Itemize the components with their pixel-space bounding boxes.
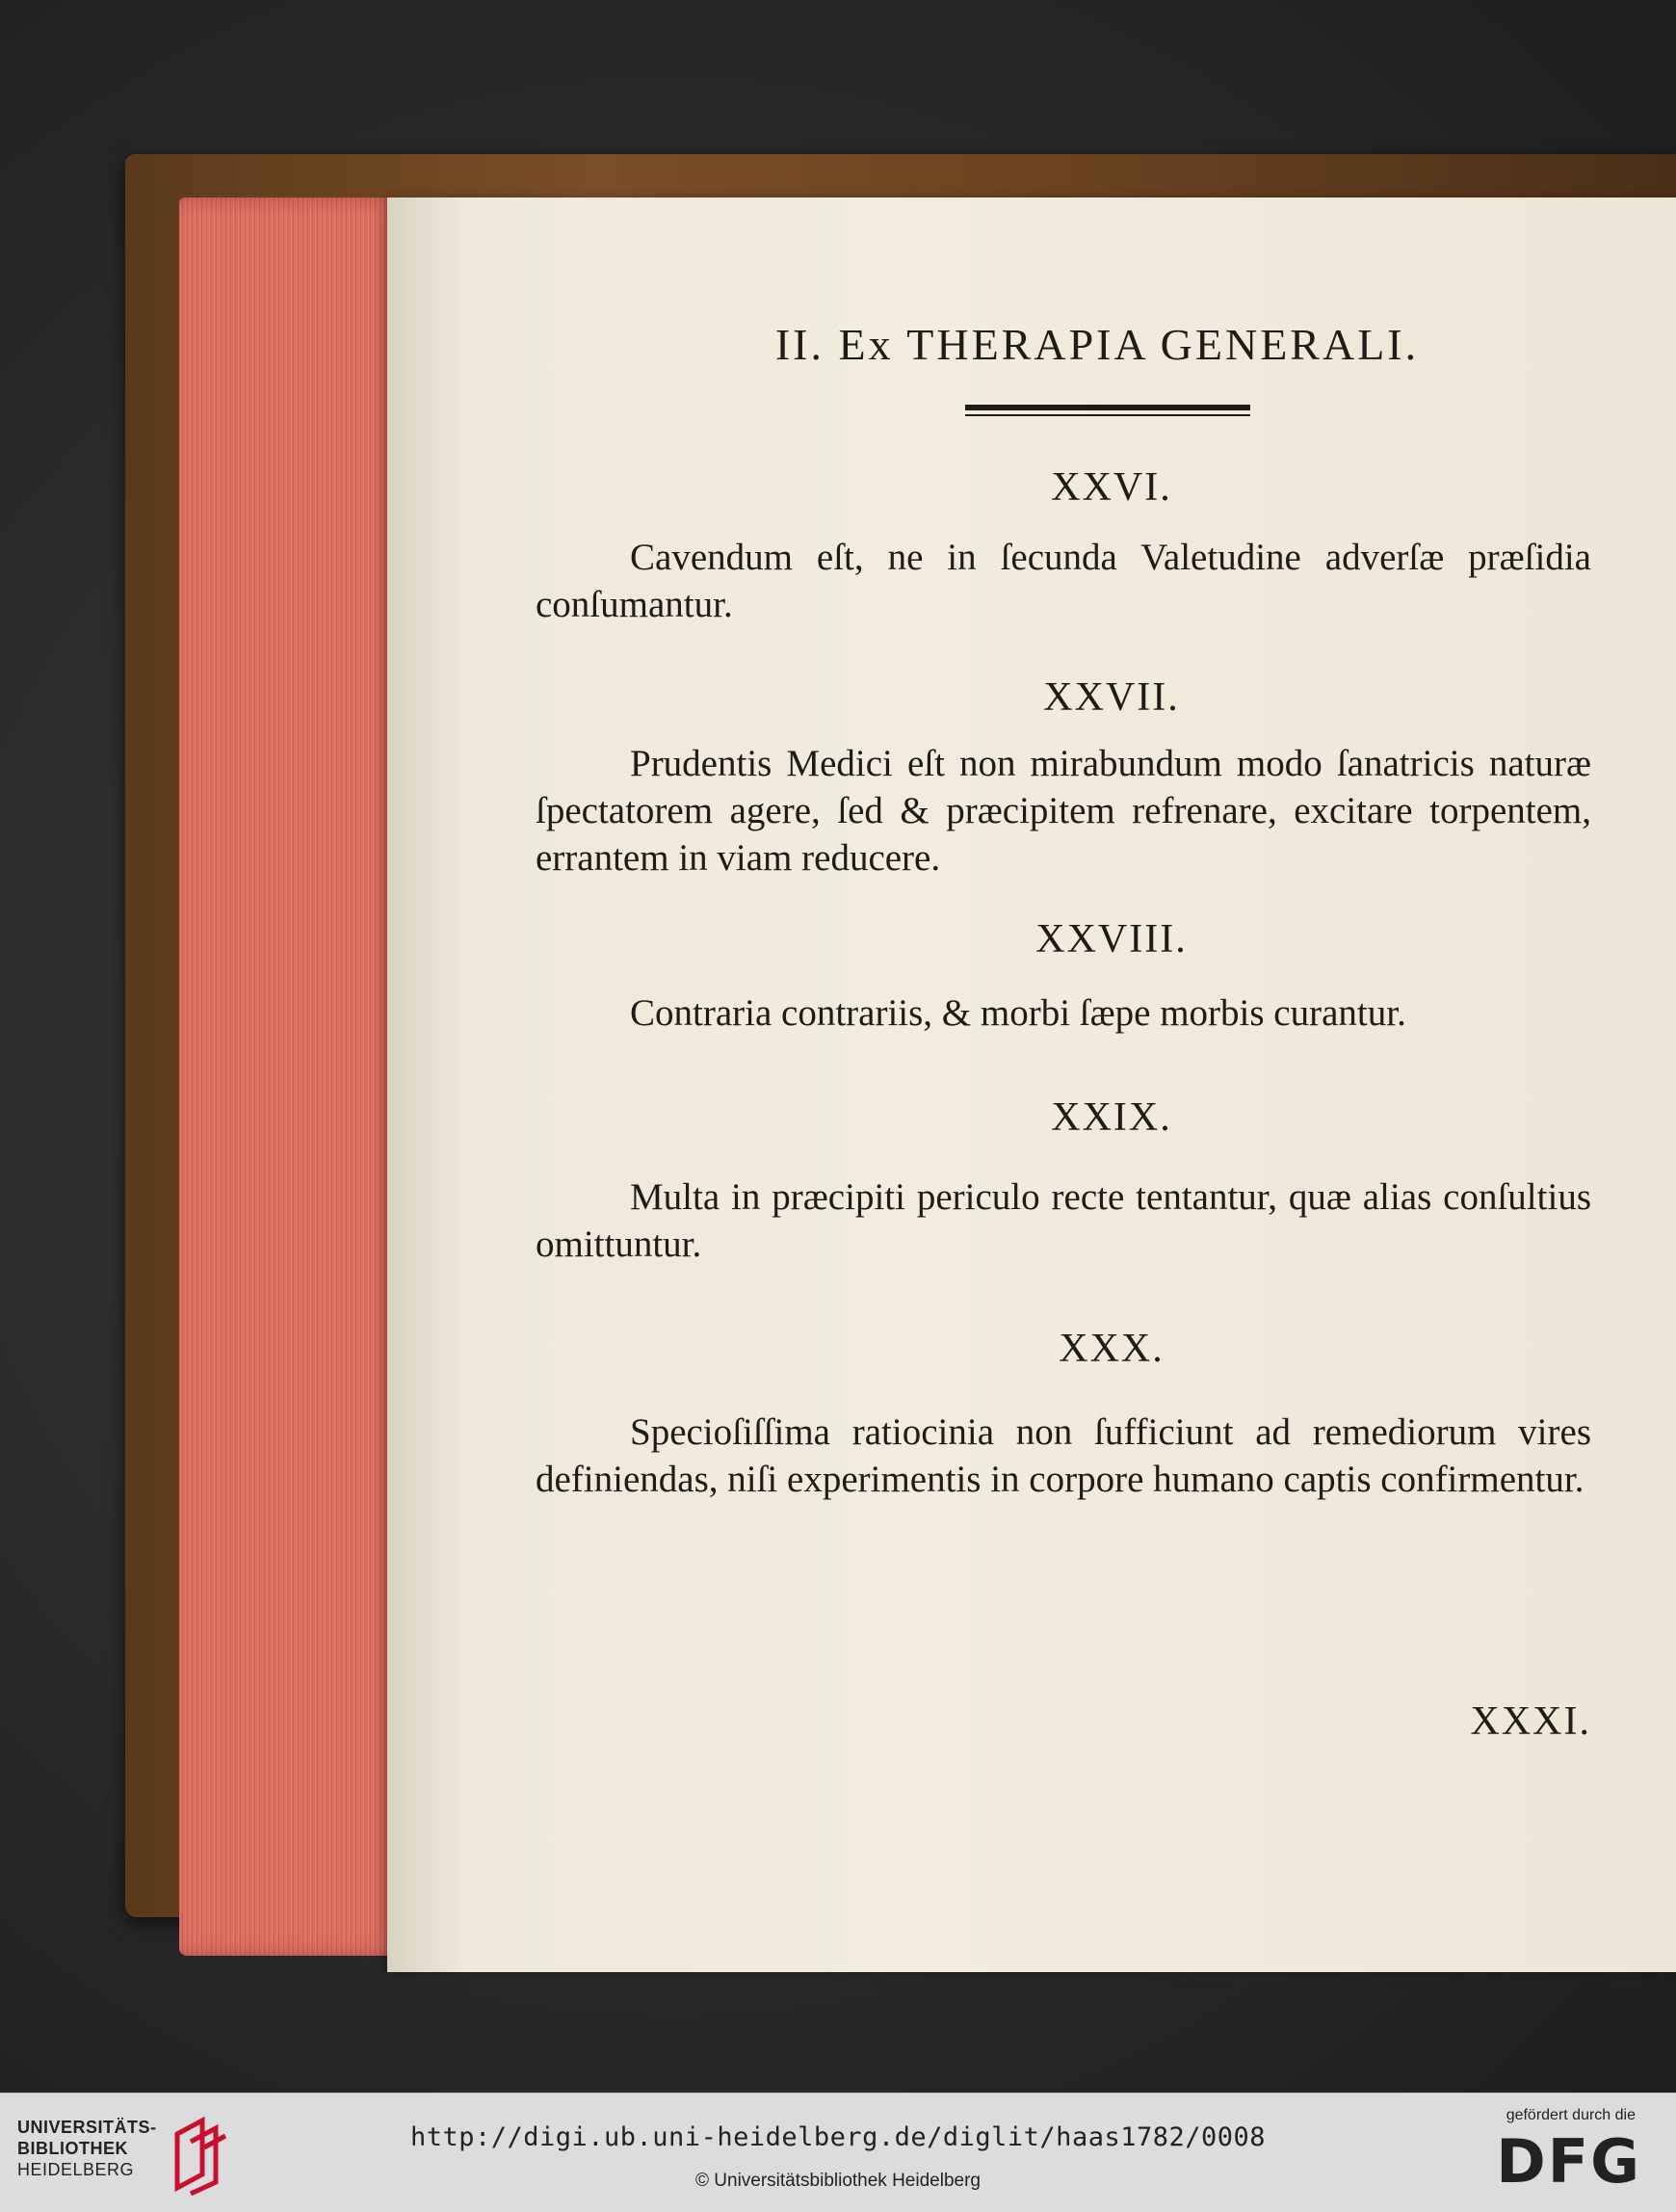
permalink-url[interactable]: http://digi.ub.uni-heidelberg.de/diglit/haas1782/0008 <box>409 2122 1267 2152</box>
aphorism-text: Specioſiſſima ratiocinia non ſufficiunt ad remediorum vires definiendas, niſi experimentis in corpore humano captis confirmentur. <box>536 1411 1591 1500</box>
page-edges <box>179 198 401 1956</box>
aphorism-text: Cavendum eſt, ne in ſecunda Valetudine adverſæ præſidia conſumantur. <box>536 537 1591 625</box>
logo-line: HEIDELBERG <box>17 2160 135 2179</box>
logo-line: UNIVERSITÄTS- <box>17 2118 157 2137</box>
aphorism-text: Prudentis Medici eſt non mirabundum modo ſanatricis naturæ ſpectatorem agere, ſed & præcipitem refrenare, excitare torpentem, errantem in viam reducere. <box>536 743 1591 879</box>
funded-by-label: gefördert durch die <box>1506 2107 1636 2123</box>
double-rule <box>965 405 1250 416</box>
aphorism-number: XXX. <box>1059 1327 1165 1371</box>
aphorism-number: XXVIII. <box>1035 917 1188 961</box>
page-text <box>536 318 1591 1503</box>
copyright-notice: © Universitätsbibliothek Heidelberg <box>695 2171 981 2191</box>
aphorism-number: XXVI. <box>1051 465 1172 510</box>
aphorism-number: XXVII. <box>1043 675 1180 720</box>
aphorism-number: XXIX. <box>1051 1095 1172 1140</box>
running-head: II. Ex THERAPIA GENERALI. <box>774 320 1420 369</box>
viewer-footer <box>0 2093 1676 2212</box>
catchword: XXXI. <box>1470 1699 1591 1744</box>
dfg-logo[interactable]: DFG <box>1496 2126 1641 2197</box>
aphorism-text: Contraria contrariis, & morbi ſæpe morbis curantur. <box>630 992 1406 1034</box>
aphorism-text: Multa in præcipiti periculo recte tentantur, quæ alias conſultius omittuntur. <box>536 1176 1591 1265</box>
logo-line: BIBLIOTHEK <box>17 2139 128 2158</box>
